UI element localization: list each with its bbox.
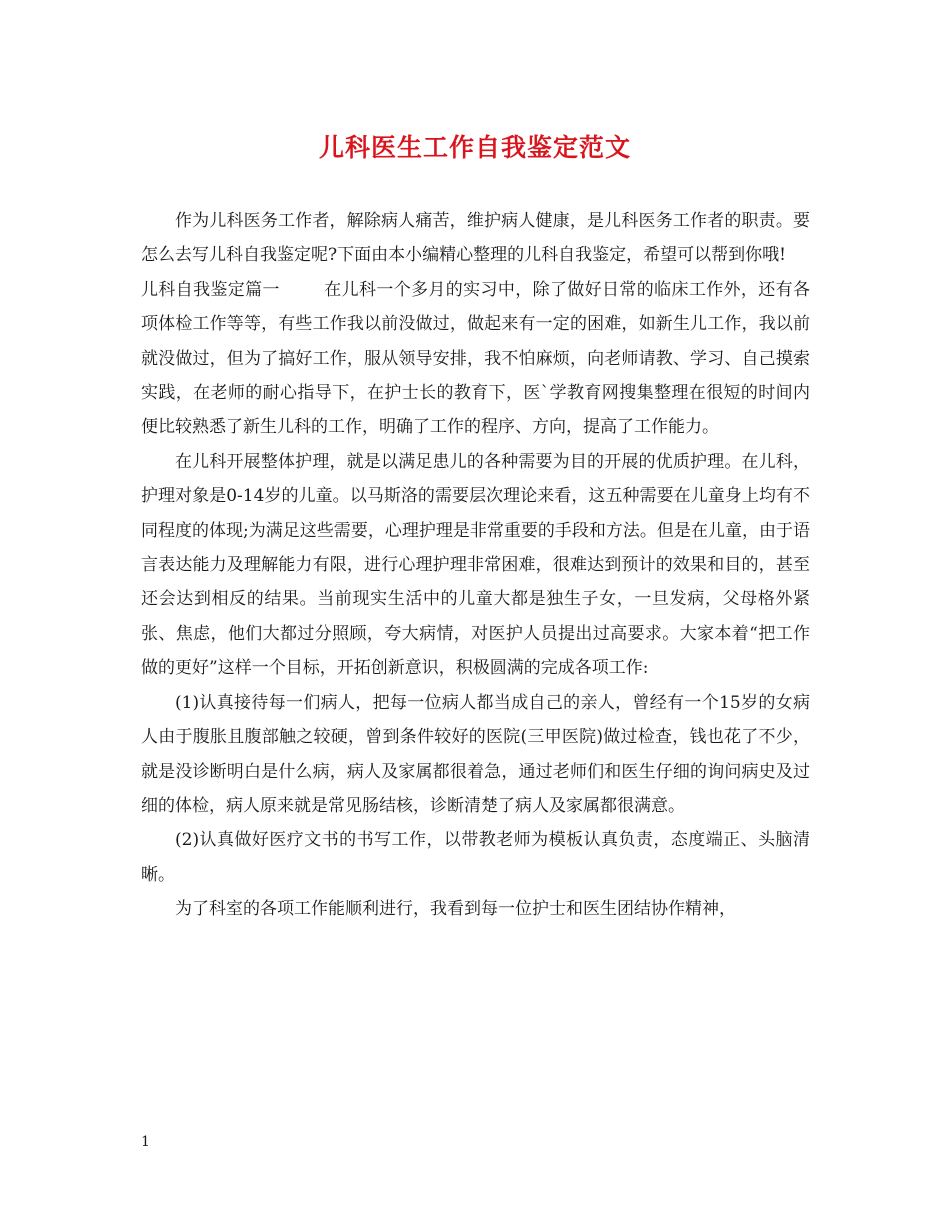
page-number: 1 (141, 1134, 150, 1150)
paragraph-2: 在儿科开展整体护理，就是以满足患儿的各种需要为目的开展的优质护理。在儿科，护理对象是0-14岁的儿童。以马斯洛的需要层次理论来看，这五种需要在儿童身上均有不同程度的体现;为满足这些需要，心理护理是非常重要的手段和方法。但是在儿童，由于语言表达能力及理解能力有限，进行心理护理非常困难，很难达到预计的效果和目的，甚至还会达到相反的结果。当前现实生活中的儿童大都是独生子女，一旦发病，父母格外紧张、焦虑，他们大都过分照顾，夸大病情，对医护人员提出过高要求。大家本着“把工作做的更好”这样一个目标，开拓创新意识，积极圆满的完成各项工作: (141, 451, 810, 679)
intro-paragraph: 作为儿科医务工作者，解除病人痛苦，维护病人健康，是儿科医务工作者的职责。要怎么去写儿科自我鉴定呢?下面由本小编精心整理的儿科自我鉴定，希望可以帮到你哦! (141, 211, 810, 266)
paragraph-3: (1)认真接待每一们病人，把每一位病人都当成自己的亲人，曾经有一个15岁的女病人由于腹胀且腹部触之较硬，曾到条件较好的医院(三甲医院)做过检查，钱也花了不少，就是没诊断明白是什么病，病人及家属都很着急，通过老师们和医生仔细的询问病史及过细的体检，病人原来就是常见肠结核，诊断清楚了病人及家属都很满意。 (141, 692, 810, 816)
document-body (141, 204, 810, 927)
paragraph-4: (2)认真做好医疗文书的书写工作，以带教老师为模板认真负责，态度端正、头脑清晰。 (141, 830, 810, 885)
section-paragraph (141, 273, 810, 445)
paragraph-5: 为了科室的各项工作能顺利进行，我看到每一位护士和医生团结协作精神， (175, 899, 736, 920)
document-title: 儿科医生工作自我鉴定范文 (318, 133, 631, 162)
paragraph-1: 在儿科一个多月的实习中，除了做好日常的临床工作外，还有各项体检工作等等，有些工作我以前没做过，做起来有一定的困难，如新生儿工作，我以前就没做过，但为了搞好工作，服从领导安排，我不怕麻烦，向老师请教、学习、自己摸索实践，在老师的耐心指导下，在护士长的教育下，医`学教育网搜集整理在很短的时间内便比较熟悉了新生儿科的工作，明确了工作的程序、方向，提高了工作能力。 (141, 279, 811, 438)
section-heading: 儿科自我鉴定篇一 (141, 279, 280, 300)
